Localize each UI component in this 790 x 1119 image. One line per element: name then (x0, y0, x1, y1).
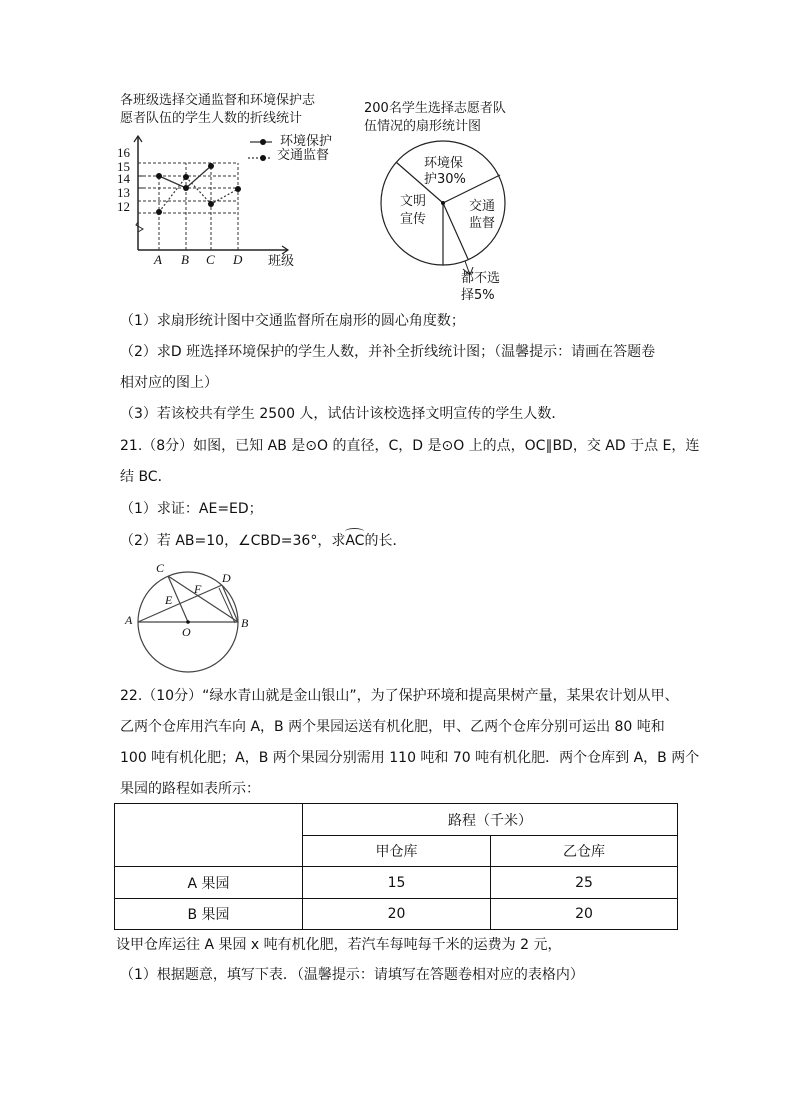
line-chart-title-line1: 各班级选择交通监督和环境保护志 (120, 93, 316, 108)
pie-chart-title-line1: 200名学生选择志愿者队 (364, 101, 506, 116)
table-cell: 15 (303, 867, 491, 899)
x-tick-D: D (233, 252, 243, 267)
label-F: F (194, 582, 202, 596)
slice-none-line2: 择5% (461, 288, 495, 303)
q20-part3: （3）若该校共有学生 2500 人，试估计该校选择文明宣传的学生人数． (120, 406, 566, 422)
q22-stem-line1: 22.（10分）“绿水青山就是金山银山”，为了保护环境和提高果树产量，某果农计划从甲、 (120, 688, 679, 704)
q21-stem-line2: 结 BC． (120, 469, 172, 485)
table-cell: 20 (303, 899, 491, 930)
table-row-label: B 果园 (115, 899, 303, 930)
table-group-header: 路程（千米） (303, 804, 678, 836)
y-tick-14: 14 (117, 171, 130, 186)
legend-environment: 环境保护 (280, 134, 333, 149)
table-cell: 20 (491, 899, 678, 930)
q22-stem-line2: 乙两个仓库用汽车向 A，B 两个果园运送有机化肥，甲、乙两个仓库分别可运出 80 吨和 (120, 719, 665, 735)
q22-stem-line3: 100 吨有机化肥；A，B 两个果园分别需用 110 吨和 70 吨有机化肥．两个仓库到 A，B 两个 (120, 750, 700, 766)
geometry-svg (115, 558, 285, 676)
table-col-header-jia: 甲仓库 (303, 836, 491, 867)
slice-env-line1: 环境保 (424, 156, 464, 171)
q22-stem-line4: 果园的路程如表所示： (120, 781, 260, 797)
x-tick-A: A (154, 252, 162, 267)
data-points (156, 163, 241, 215)
table-col-header-yi: 乙仓库 (491, 836, 678, 867)
table-row (115, 867, 678, 899)
label-O: O (182, 625, 191, 639)
x-axis-label: 班级 (268, 254, 295, 269)
q21-part2 (120, 533, 406, 549)
slice-traffic-line2: 监督 (469, 216, 496, 231)
label-B: B (241, 616, 249, 630)
q21-part2-pre: （2）若 AB=10，∠CBD=36°，求 (120, 533, 346, 549)
q21-part1: （1）求证：AE=ED； (120, 501, 263, 517)
slice-civ-line1: 文明 (400, 194, 427, 209)
q20-part2-line2: 相对应的图上） (120, 375, 218, 391)
label-D: D (222, 571, 231, 585)
y-tick-16: 16 (117, 145, 130, 160)
pie-chart-title-line2: 伍情况的扇形统计图 (364, 119, 482, 134)
route-distance-table (114, 803, 678, 930)
q21-stem-line1: 21.（8分）如图，已知 AB 是⊙O 的直径，C，D 是⊙O 上的点，OC∥BD，交 AD 于点 E，连 (120, 438, 700, 454)
circle-geometry-figure (115, 558, 285, 676)
legend-traffic: 交通监督 (277, 148, 330, 163)
y-tick-12: 12 (117, 199, 130, 214)
line-chart-title-line2: 愿者队伍的学生人数的折线统计 (120, 111, 303, 126)
label-C: C (156, 561, 165, 575)
q20-part1: （1）求扇形统计图中交通监督所在扇形的圆心角度数； (120, 313, 465, 329)
x-tick-B: B (181, 252, 189, 267)
q22-after-line2: （1）根据题意，填写下表．（温馨提示：请填写在答题卷相对应的表格内） (120, 967, 584, 983)
y-tick-13: 13 (117, 185, 130, 200)
slice-env-line2: 护30% (424, 172, 466, 187)
slice-traffic-line1: 交通 (469, 199, 496, 214)
slice-civ-line2: 宣传 (400, 212, 427, 227)
q20-part2-line1: （2）求D 班选择环境保护的学生人数，并补全折线统计图；（温馨提示：请画在答题卷 (120, 344, 656, 360)
label-A: A (125, 613, 133, 627)
series-traffic-line (159, 177, 238, 212)
label-E: E (165, 593, 173, 607)
table-cell: 25 (491, 867, 678, 899)
q21-part2-post: 的长． (364, 533, 407, 549)
y-tick-15: 15 (117, 159, 130, 174)
arc-ac: AC (345, 533, 365, 549)
q22-after-line1: 设甲仓库运往 A 果园 x 吨有机化肥，若汽车每吨每千米的运费为 2 元， (116, 937, 562, 953)
slice-none-line1: 都不选 (461, 271, 501, 286)
table-row-label: A 果园 (115, 867, 303, 899)
table-row (115, 899, 678, 930)
x-tick-C: C (206, 252, 215, 267)
table-corner-cell (115, 804, 303, 867)
